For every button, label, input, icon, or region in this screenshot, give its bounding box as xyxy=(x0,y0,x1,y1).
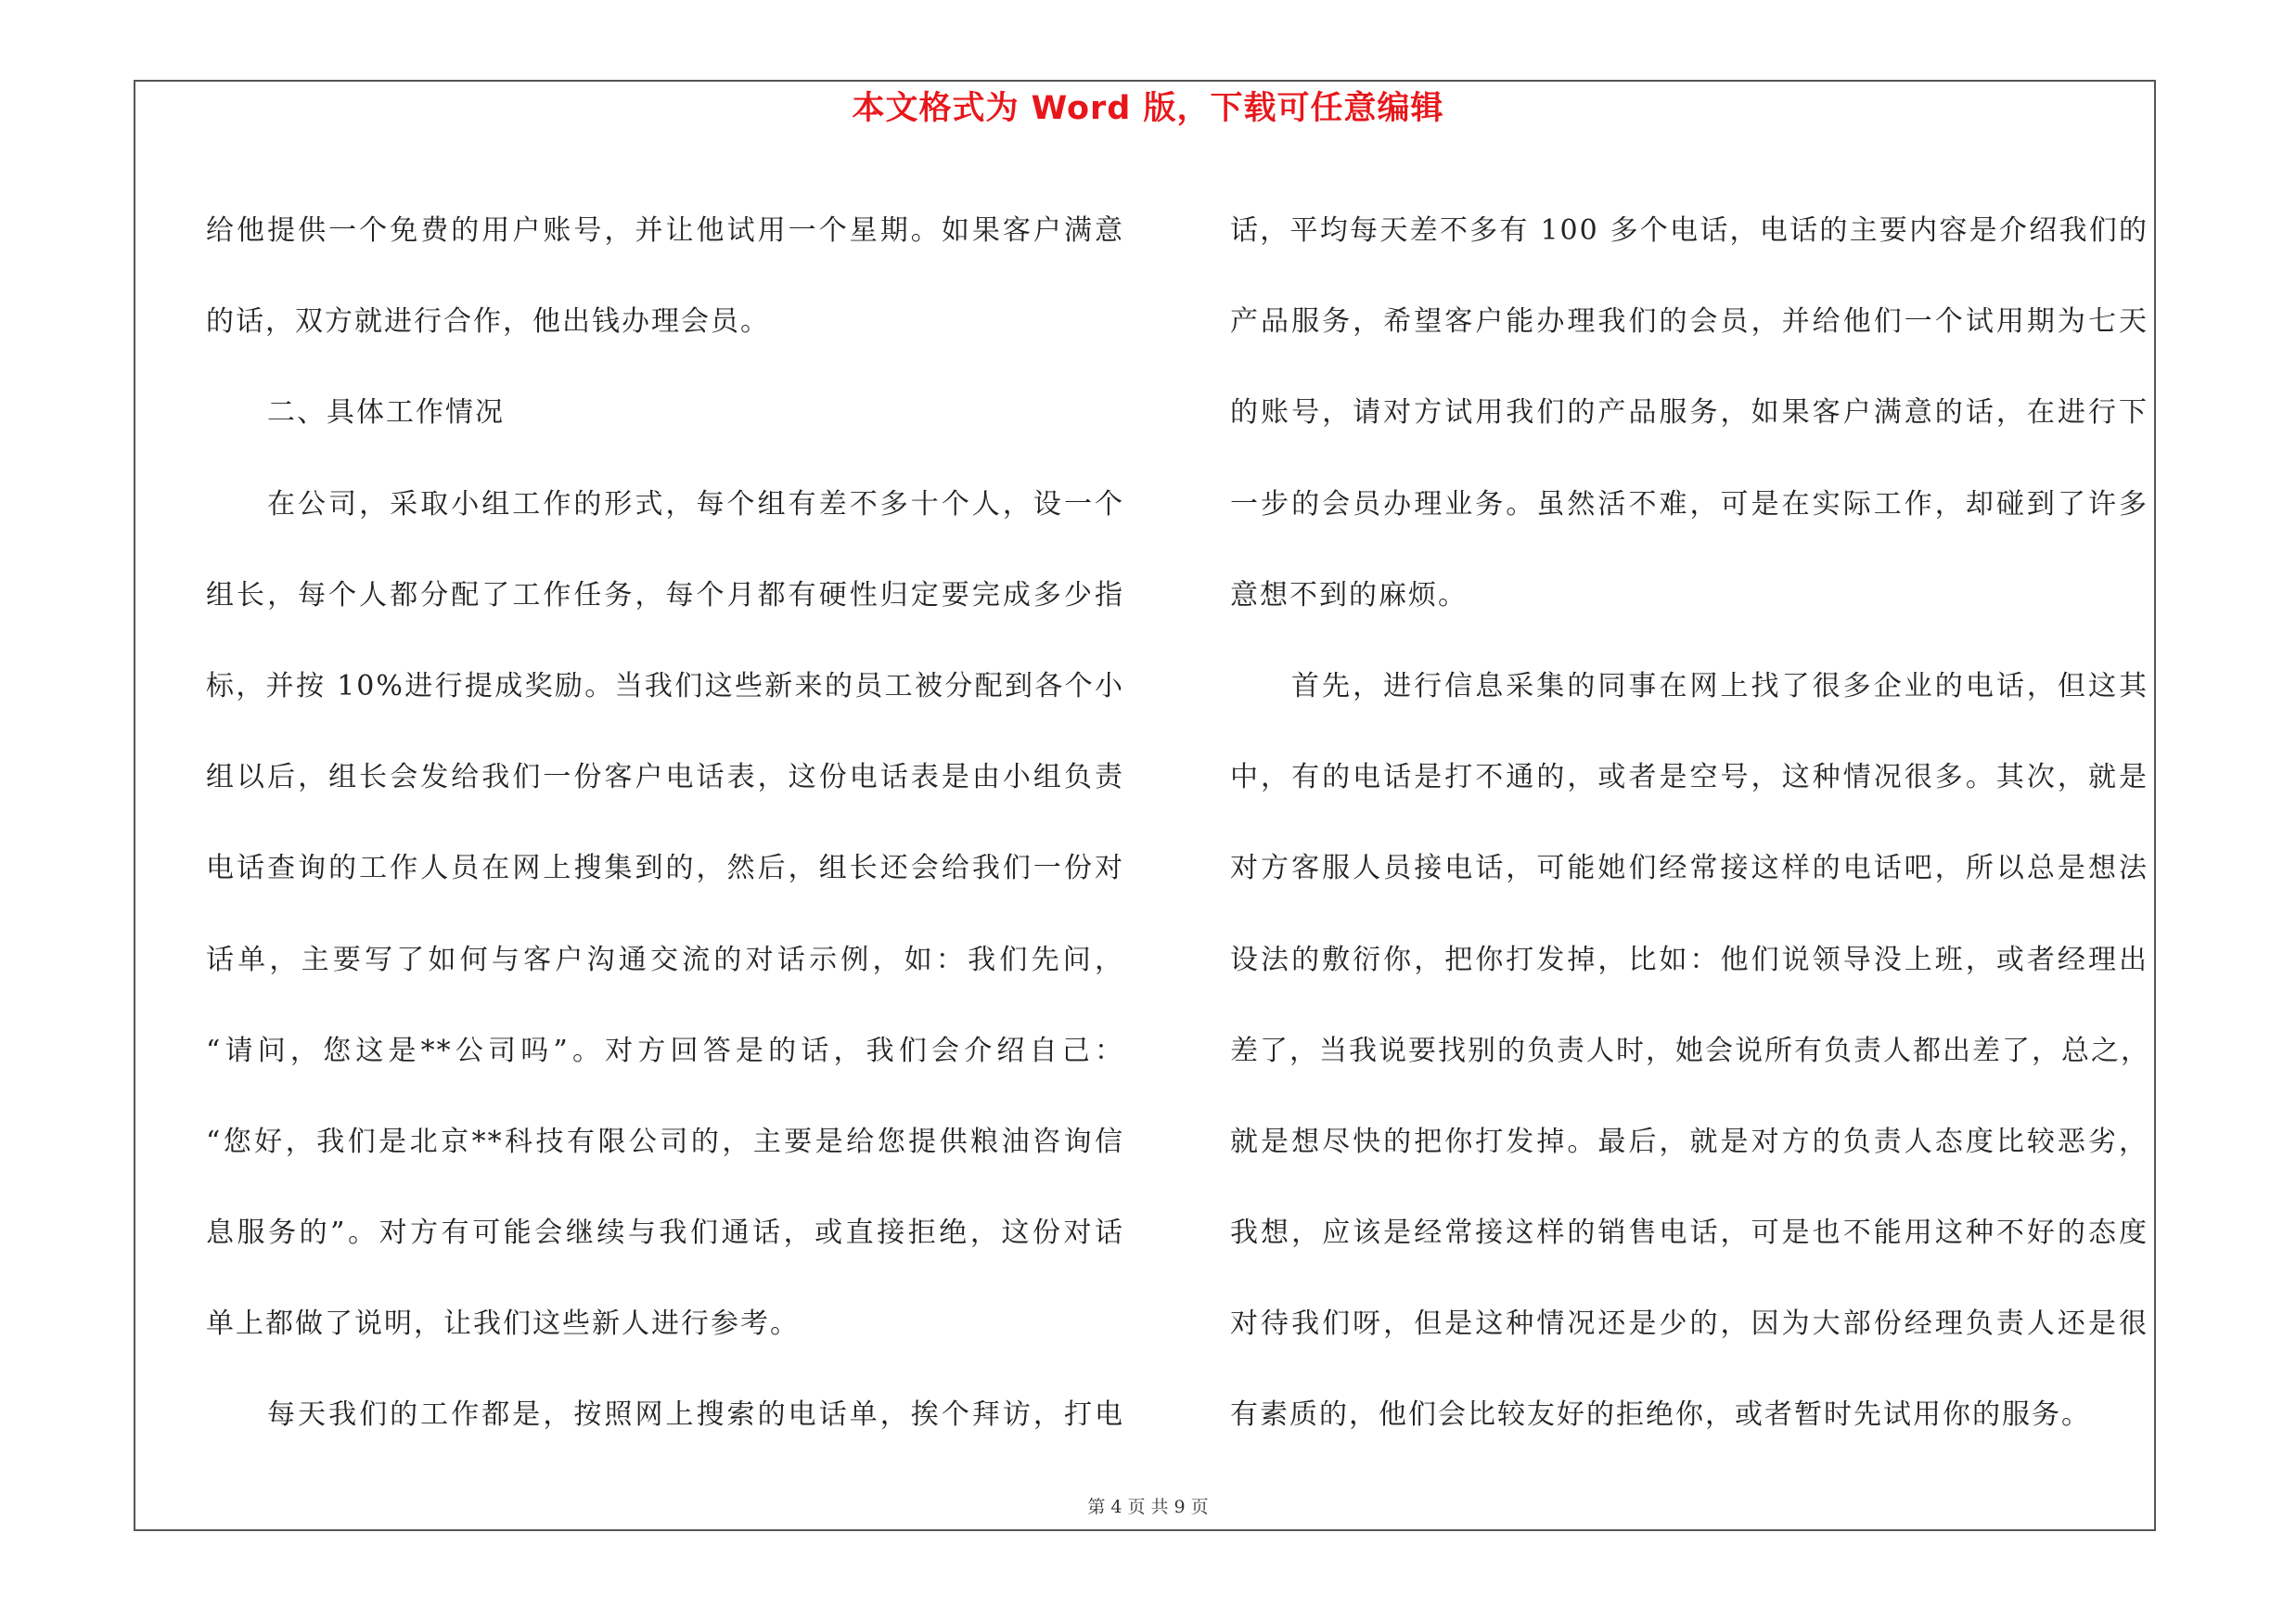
text-line: 给他提供一个免费的用户账号，并让他试用一个星期。如果客户满意 xyxy=(206,214,1124,247)
text-line: 息服务的”。对方有可能会继续与我们通话，或直接拒绝，这份对话 xyxy=(206,1217,1124,1250)
text-line: 意想不到的麻烦。 xyxy=(1230,578,1468,612)
text-line: 中，有的电话是打不通的，或者是空号，这种情况很多。其次，就是 xyxy=(1230,761,2148,794)
text-line: 话，平均每天差不多有 100 多个电话，电话的主要内容是介绍我们的 xyxy=(1230,214,2148,247)
text-line: 标，并按 10%进行提成奖励。当我们这些新来的员工被分配到各个小 xyxy=(206,669,1124,702)
text-line: 组长，每个人都分配了工作任务，每个月都有硬性归定要完成多少指 xyxy=(206,578,1124,612)
format-notice-banner: 本文格式为 Word 版，下载可任意编辑 xyxy=(852,90,1444,127)
text-line: 二、具体工作情况 xyxy=(267,396,505,430)
text-line: 产品服务，希望客户能办理我们的会员，并给他们一个试用期为七天 xyxy=(1230,305,2148,339)
text-line: 在公司，采取小组工作的形式，每个组有差不多十个人，设一个 xyxy=(267,487,1124,521)
text-line: 差了，当我说要找别的负责人时，她会说所有负责人都出差了，总之， xyxy=(1230,1034,2150,1067)
text-line: 我想，应该是经常接这样的销售电话，可是也不能用这种不好的态度 xyxy=(1230,1217,2148,1250)
text-line: 的账号，请对方试用我们的产品服务，如果客户满意的话，在进行下 xyxy=(1230,396,2148,430)
text-line: 设法的敷衍你，把你打发掉，比如：他们说领导没上班，或者经理出 xyxy=(1230,943,2148,976)
text-line: 一步的会员办理业务。虽然活不难，可是在实际工作，却碰到了许多 xyxy=(1230,487,2148,521)
text-line: 就是想尽快的把你打发掉。最后，就是对方的负责人态度比较恶劣， xyxy=(1230,1125,2148,1158)
text-line: “请问，您这是**公司吗”。对方回答是的话，我们会介绍自己： xyxy=(206,1034,1124,1067)
text-line: 对方客服人员接电话，可能她们经常接这样的电话吧，所以总是想法 xyxy=(1230,852,2148,885)
text-line: 对待我们呀，但是这种情况还是少的，因为大部份经理负责人还是很 xyxy=(1230,1307,2148,1341)
right-text-column xyxy=(1230,186,2148,1462)
text-line: 单上都做了说明，让我们这些新人进行参考。 xyxy=(206,1307,800,1341)
text-line: 电话查询的工作人员在网上搜集到的，然后，组长还会给我们一份对 xyxy=(206,852,1124,885)
text-line: 有素质的，他们会比较友好的拒绝你，或者暂时先试用你的服务。 xyxy=(1230,1398,2091,1432)
text-line: 话单，主要写了如何与客户沟通交流的对话示例，如：我们先问， xyxy=(206,943,1124,976)
text-line: 首先，进行信息采集的同事在网上找了很多企业的电话，但这其 xyxy=(1291,669,2148,702)
text-line: 的话，双方就进行合作，他出钱办理会员。 xyxy=(206,305,770,339)
left-text-column xyxy=(206,186,1124,1462)
text-line: 组以后，组长会发给我们一份客户电话表，这份电话表是由小组负责 xyxy=(206,761,1124,794)
text-line: “您好，我们是北京**科技有限公司的，主要是给您提供粮油咨询信 xyxy=(206,1125,1124,1158)
text-line: 每天我们的工作都是，按照网上搜索的电话单，挨个拜访，打电 xyxy=(267,1398,1124,1432)
page-number-footer: 第 4 页 共 9 页 xyxy=(1087,1497,1209,1517)
